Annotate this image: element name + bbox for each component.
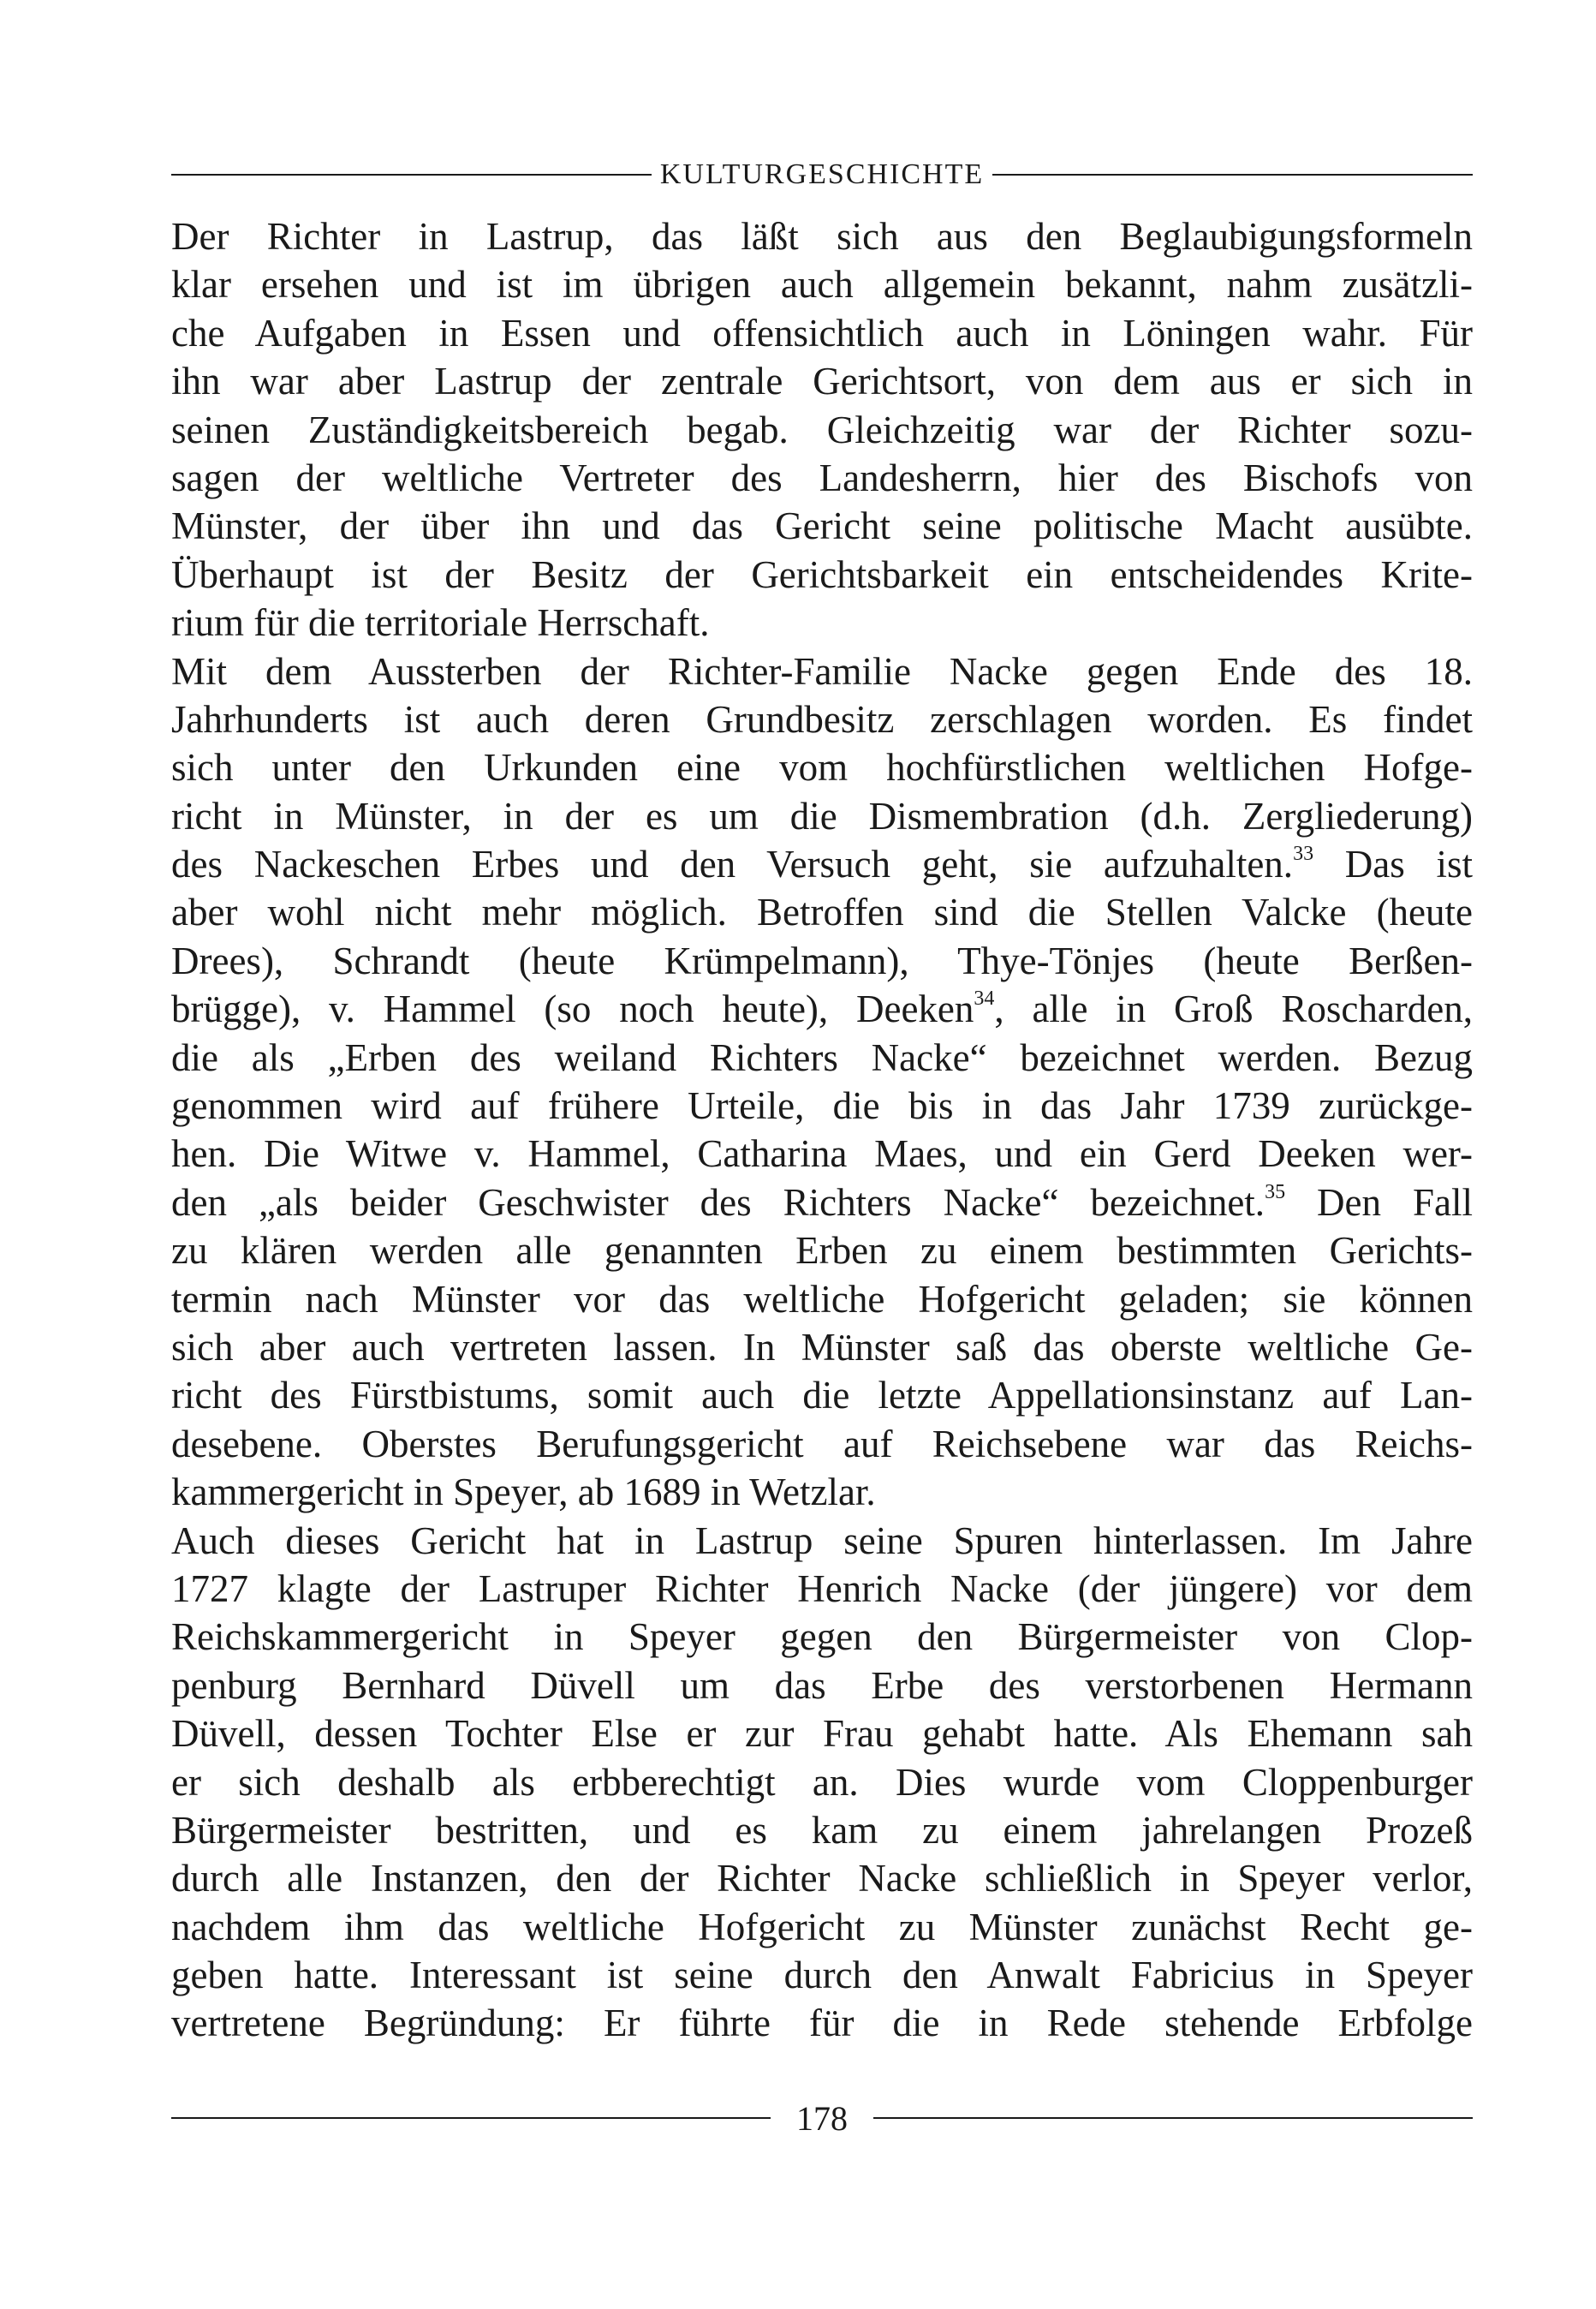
line-text: genommen wird auf frühere Urteile, die bis in das Jahr 1739 zurückge-: [171, 1084, 1473, 1128]
line-text: nachdem ihm das weltliche Hofgericht zu Münster zunächst Recht ge-: [171, 1905, 1473, 1948]
text-line: [171, 743, 1473, 791]
line-text-continuation: Das ist: [1313, 843, 1474, 886]
text-line: [171, 888, 1473, 936]
footer-rule-left: [171, 2117, 771, 2119]
text-line: [171, 1999, 1473, 2047]
text-line: [171, 1565, 1473, 1613]
running-header: [171, 152, 1473, 197]
text-line: [171, 1709, 1473, 1757]
text-line: [171, 937, 1473, 985]
line-text: klar ersehen und ist im übrigen auch allgemein bekannt, nahm zusätzli-: [171, 263, 1473, 307]
line-text: Bürgermeister bestritten, und es kam zu einem jahrelangen Prozeß: [171, 1808, 1473, 1852]
line-text: brügge), v. Hammel (so noch heute), Deeken: [171, 987, 974, 1031]
line-text: durch alle Instanzen, den der Richter Nacke schließlich in Speyer verlor,: [171, 1857, 1473, 1900]
line-text: er sich deshalb als erbberechtigt an. Dies wurde vom Cloppenburger: [171, 1760, 1473, 1804]
line-text: vertretene Begründung: Er führte für die in Rede stehende Erbfolge: [171, 2002, 1473, 2045]
body-text: [171, 212, 1473, 2048]
footer-rule-right: [873, 2117, 1473, 2119]
text-line: [171, 1903, 1473, 1951]
line-text: richt des Fürstbistums, somit auch die letzte Appellationsinstanz auf Lan-: [171, 1374, 1473, 1417]
text-line: [171, 309, 1473, 357]
line-text: kammergericht in Speyer, ab 1689 in Wetzlar.: [171, 1471, 876, 1514]
text-line: [171, 260, 1473, 308]
line-text: sich aber auch vertreten lassen. In Münster saß das oberste weltliche Ge-: [171, 1325, 1473, 1369]
line-text: aber wohl nicht mehr möglich. Betroffen sind die Stellen Valcke (heute: [171, 891, 1473, 934]
text-line: [171, 1758, 1473, 1806]
text-line: [171, 1420, 1473, 1468]
header-rule-left: [171, 174, 652, 176]
line-text: Der Richter in Lastrup, das läßt sich aus den Beglaubigungsformeln: [171, 215, 1473, 258]
text-line: [171, 695, 1473, 743]
text-line: [171, 1517, 1473, 1565]
text-line: [171, 840, 1473, 888]
line-text: penburg Bernhard Düvell um das Erbe des verstorbenen Hermann: [171, 1663, 1473, 1707]
text-line: [171, 647, 1473, 695]
line-text: zu klären werden alle genannten Erben zu einem bestimmten Gerichts-: [171, 1229, 1473, 1273]
running-header-title: KULTURGESCHICHTE: [659, 158, 985, 190]
text-line: [171, 1371, 1473, 1419]
line-text: Reichskammergericht in Speyer gegen den Bürgermeister von Clop-: [171, 1615, 1473, 1659]
text-line: [171, 454, 1473, 502]
text-line: [171, 357, 1473, 405]
text-line: [171, 1854, 1473, 1902]
footnote-reference: 33: [1293, 843, 1314, 866]
text-line: [171, 792, 1473, 840]
text-line: [171, 212, 1473, 260]
line-text: Überhaupt ist der Besitz der Gerichtsbarkeit ein entscheidendes Krite-: [171, 552, 1473, 596]
footnote-reference: 34: [974, 987, 995, 1011]
line-text: den „als beider Geschwister des Richters Nacke“ bezeichnet.: [171, 1180, 1265, 1224]
line-text: Düvell, dessen Tochter Else er zur Frau gehabt hatte. Als Ehemann sah: [171, 1712, 1473, 1756]
text-line: [171, 599, 1473, 647]
line-text: Auch dieses Gericht hat in Lastrup seine Spuren hinterlassen. Im Jahre: [171, 1518, 1473, 1562]
line-text: che Aufgaben in Essen und offensichtlich auch in Löningen wahr. Für: [171, 311, 1473, 355]
text-line: [171, 985, 1473, 1033]
line-text-continuation: , alle in Groß Roscharden,: [994, 987, 1474, 1031]
text-line: [171, 502, 1473, 550]
line-text-continuation: Den Fall: [1285, 1180, 1473, 1224]
line-text: die als „Erben des weiland Richters Nacke“ bezeichnet werden. Bezug: [171, 1035, 1473, 1079]
line-text: Münster, der über ihn und das Gericht seine politische Macht ausübte.: [171, 504, 1473, 548]
text-line: [171, 1034, 1473, 1082]
page-number: 178: [796, 2098, 848, 2138]
line-text: richt in Münster, in der es um die Dismembration (d.h. Zergliederung): [171, 794, 1473, 838]
header-rule-right: [992, 174, 1473, 176]
line-text: sagen der weltliche Vertreter des Landesherrn, hier des Bischofs von: [171, 456, 1473, 499]
line-text: termin nach Münster vor das weltliche Hofgericht geladen; sie können: [171, 1277, 1473, 1321]
line-text: des Nackeschen Erbes und den Versuch geht, sie aufzuhalten.: [171, 843, 1294, 886]
line-text: seinen Zuständigkeitsbereich begab. Gleichzeitig war der Richter sozu-: [171, 408, 1473, 451]
text-line: [171, 1275, 1473, 1323]
text-line: [171, 406, 1473, 454]
line-text: Drees), Schrandt (heute Krümpelmann), Thye-Tönjes (heute Berßen-: [171, 939, 1473, 982]
text-line: [171, 1178, 1473, 1226]
text-line: [171, 1130, 1473, 1178]
text-line: [171, 1323, 1473, 1371]
text-line: [171, 551, 1473, 599]
footnote-reference: 35: [1265, 1180, 1286, 1203]
text-line: [171, 1662, 1473, 1709]
line-text: sich unter den Urkunden eine vom hochfürstlichen weltlichen Hofge-: [171, 746, 1473, 790]
line-text: ihn war aber Lastrup der zentrale Gerichtsort, von dem aus er sich in: [171, 360, 1473, 403]
text-line: [171, 1468, 1473, 1516]
line-text: Jahrhunderts ist auch deren Grundbesitz zerschlagen worden. Es findet: [171, 697, 1473, 741]
line-text: 1727 klagte der Lastruper Richter Henrich Nacke (der jüngere) vor dem: [171, 1566, 1473, 1610]
line-text: Mit dem Aussterben der Richter-Familie Nacke gegen Ende des 18.: [171, 649, 1473, 693]
text-line: [171, 1806, 1473, 1854]
text-line: [171, 1082, 1473, 1130]
line-text: rium für die territoriale Herrschaft.: [171, 601, 710, 645]
line-text: geben hatte. Interessant ist seine durch den Anwalt Fabricius in Speyer: [171, 1954, 1473, 1997]
line-text: hen. Die Witwe v. Hammel, Catharina Maes, und ein Gerd Deeken wer-: [171, 1132, 1473, 1176]
text-line: [171, 1226, 1473, 1274]
page-footer: [171, 2097, 1473, 2139]
line-text: desebene. Oberstes Berufungsgericht auf Reichsebene war das Reichs-: [171, 1422, 1473, 1465]
text-line: [171, 1613, 1473, 1661]
text-line: [171, 1951, 1473, 1999]
